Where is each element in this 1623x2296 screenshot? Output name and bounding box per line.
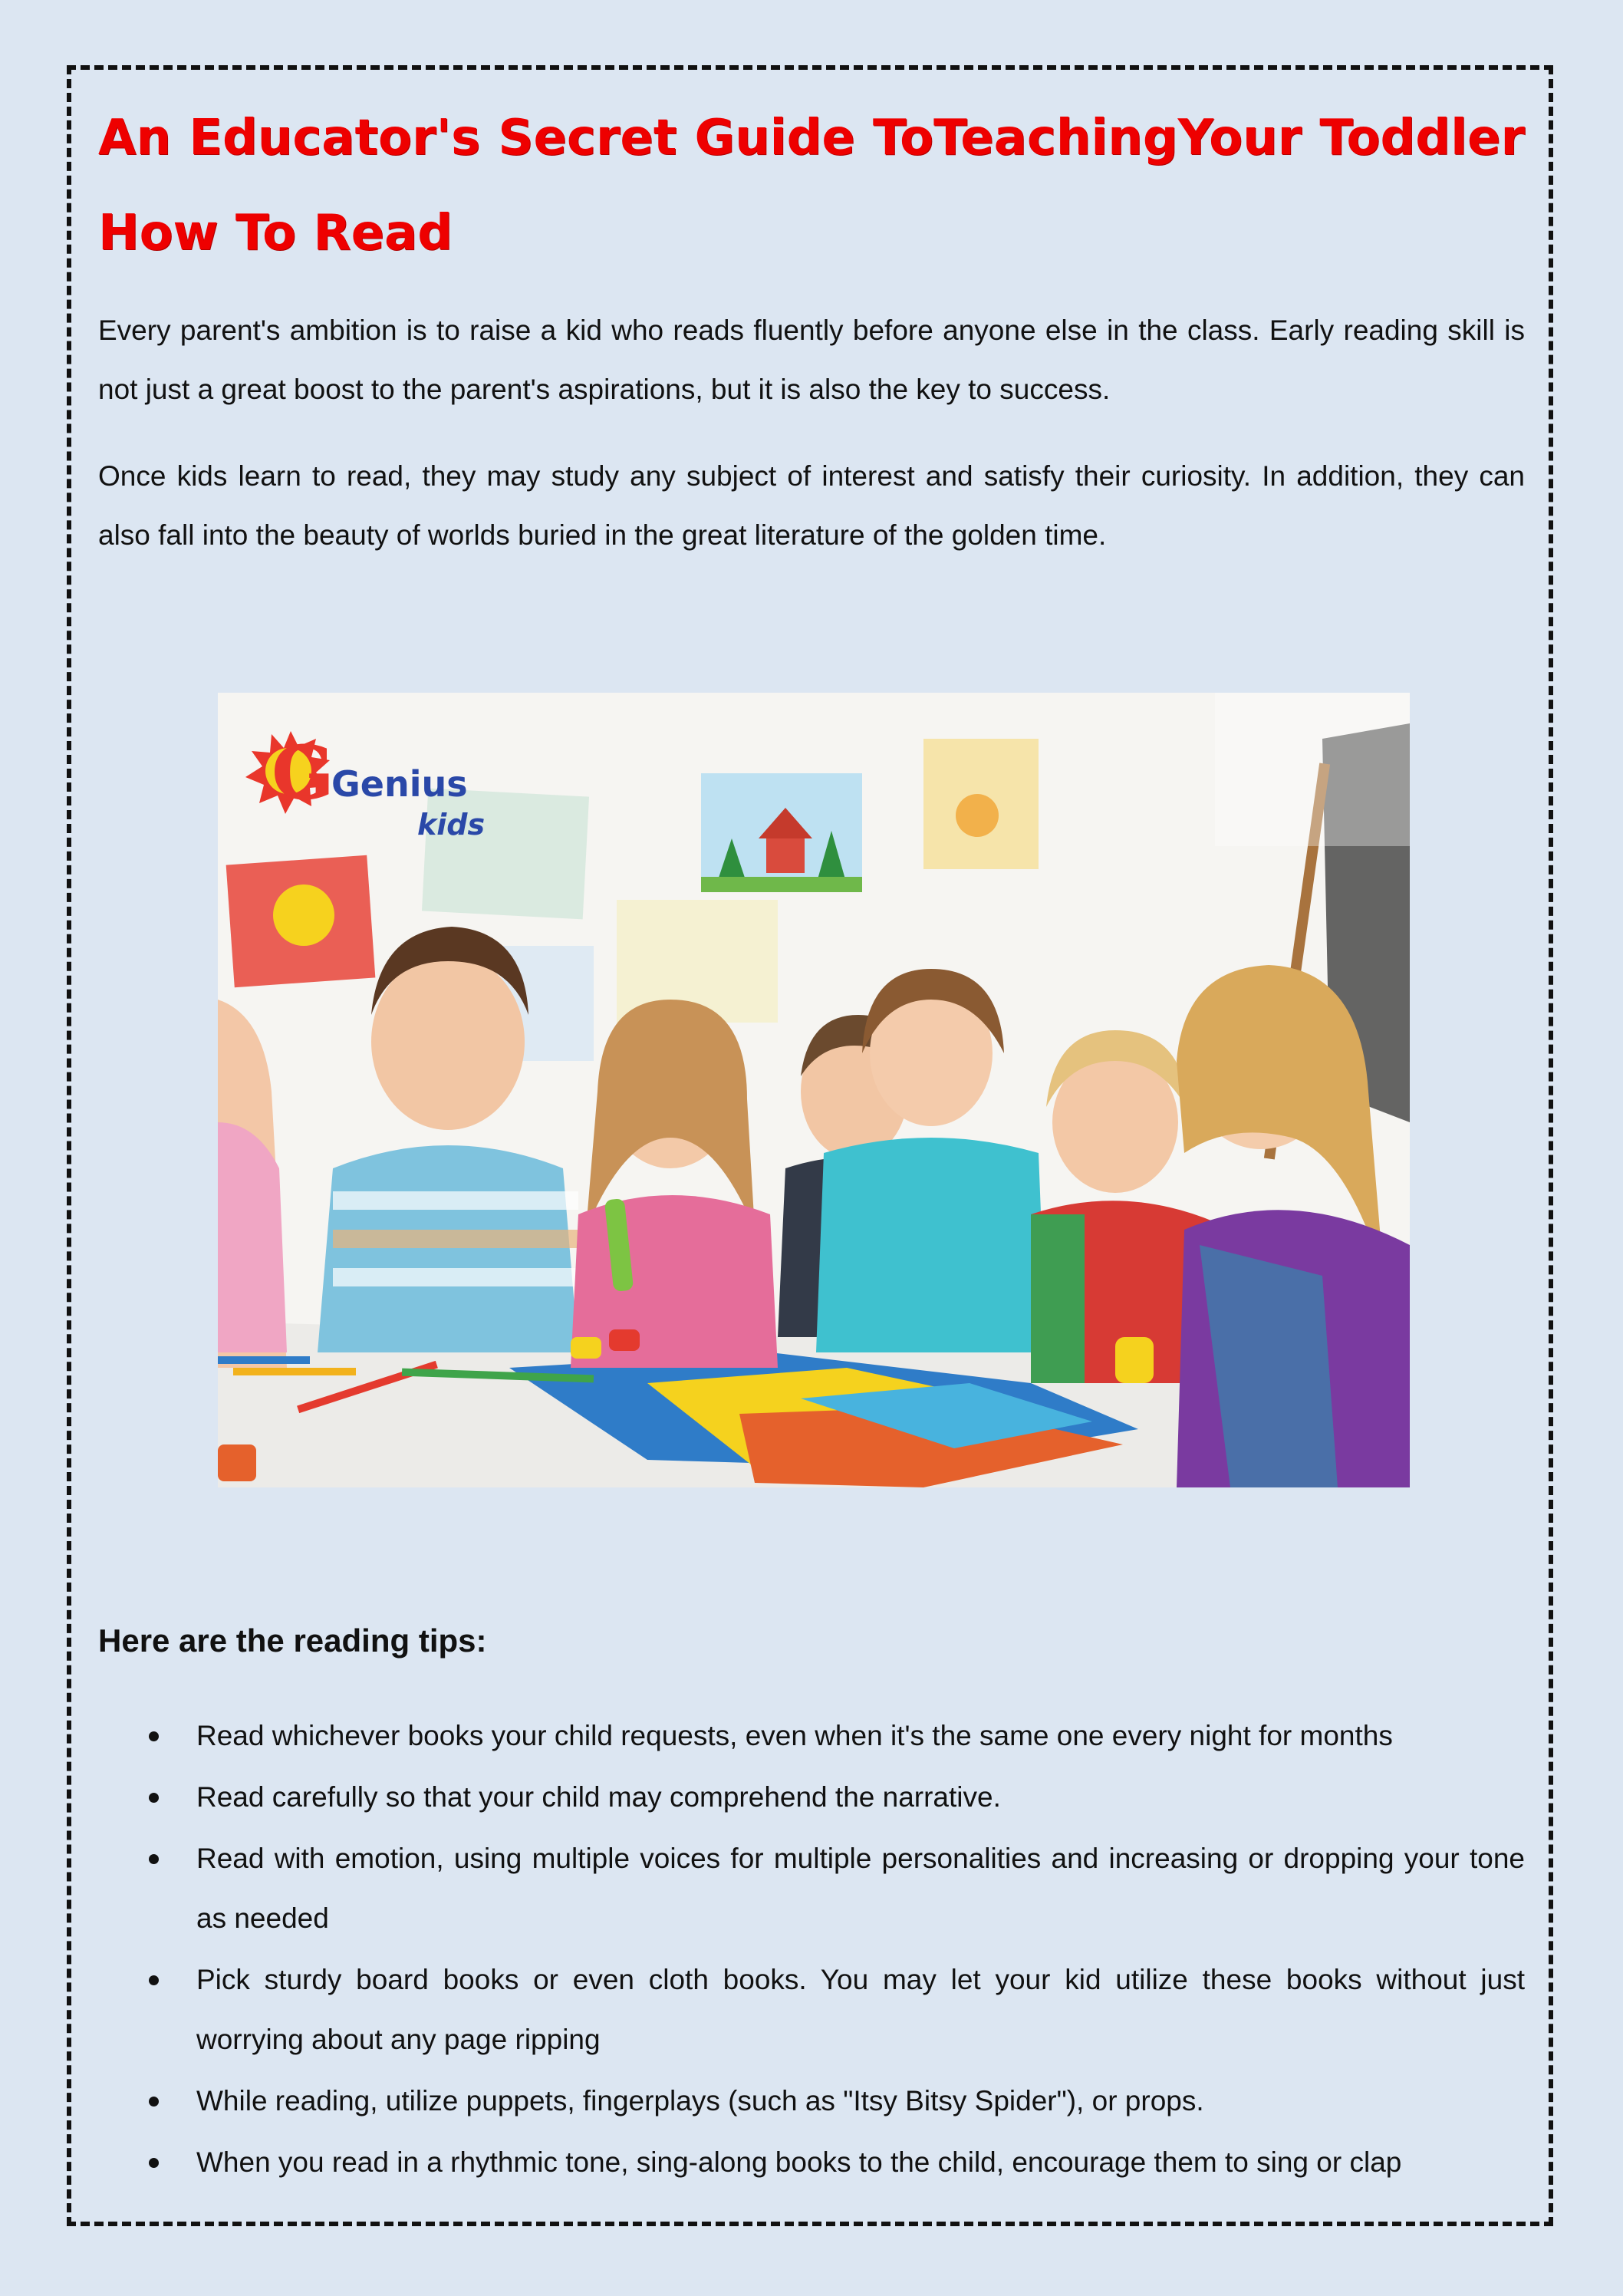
children-classroom-photo [218,693,1410,1487]
bullet-icon [149,1975,159,1985]
tip-text: Read carefully so that your child may comprehend the narrative. [196,1781,1001,1813]
tip-item [98,1829,1525,1948]
tips-list [98,1706,1525,2194]
tip-item [98,2071,1525,2131]
bullet-icon [149,1731,159,1741]
article-body [98,91,1525,565]
intro-paragraph: Every parent's ambition is to raise a kid who reads fluently before anyone else in the class. Early reading skill is not just a great boost to the parent's aspirations, but it is also the key to success. [98,315,1525,405]
page-title: An Educator's Secret Guide ToTeachingYour Toddler How To Read [98,110,1525,262]
logo-letter: G [272,730,334,816]
bullet-icon [149,1793,159,1803]
tip-item [98,1706,1525,1766]
tip-text: When you read in a rhythmic tone, sing-along books to the child, encourage them to sing or clap [196,2146,1402,2178]
tip-text: Read with emotion, using multiple voices for multiple personalities and increasing or dropping your tone as needed [196,1843,1525,1934]
bullet-icon [149,2158,159,2168]
tip-text: Read whichever books your child requests, even when it's the same one every night for months [196,1720,1393,1751]
tip-item [98,2133,1525,2192]
logo-sub-text: kids [417,808,486,842]
tip-item [98,1767,1525,1827]
tip-text: While reading, utilize puppets, fingerplays (such as "Itsy Bitsy Spider"), or props. [196,2085,1204,2116]
second-paragraph: Once kids learn to read, they may study any subject of interest and satisfy their curiosity. In addition, they can also fall into the beauty of worlds buried in the great literature of the golden time. [98,460,1525,551]
bullet-icon [149,1854,159,1864]
bullet-icon [149,2097,159,2107]
tips-heading: Here are the reading tips: [98,1622,487,1659]
tip-item [98,1950,1525,2070]
logo-main-text: Genius [331,763,468,805]
tip-text: Pick sturdy board books or even cloth books. You may let your kid utilize these books without just worrying about any page ripping [196,1964,1525,2055]
